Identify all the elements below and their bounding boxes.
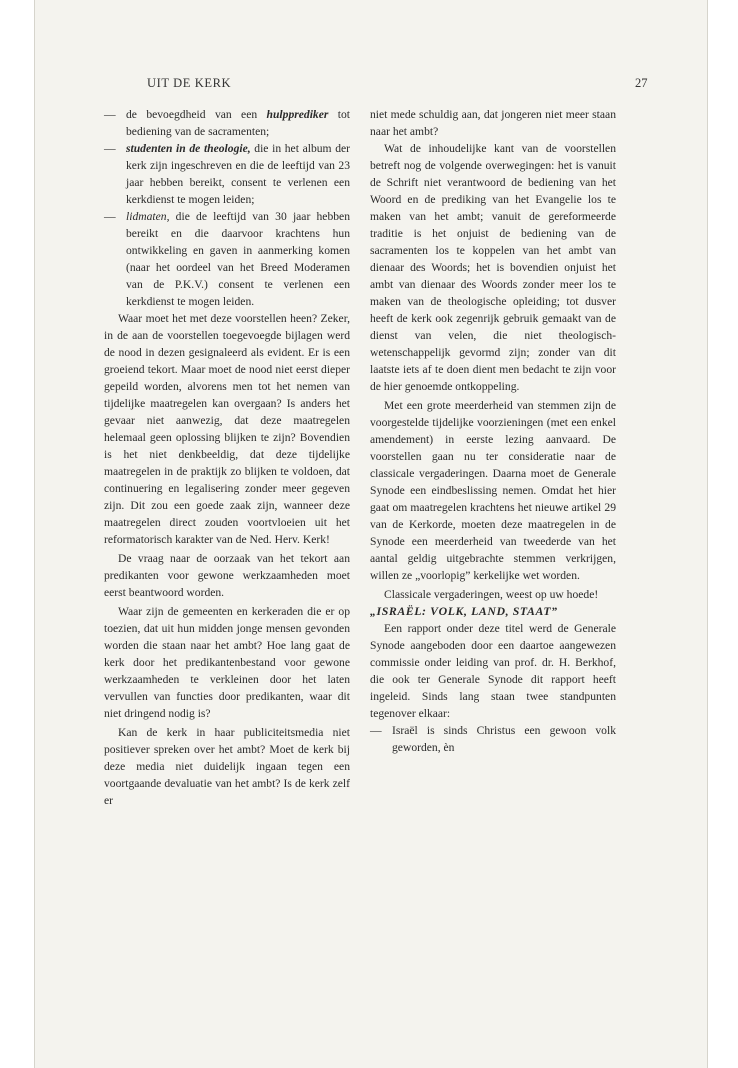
list-item: — de bevoegdheid van een hulpprediker tot bediening van de sacramenten; [104, 108, 350, 138]
list-item: — Israël is sinds Christus een gewoon volk geworden, èn [370, 724, 616, 754]
left-column [104, 106, 350, 809]
paragraph: Een rapport onder deze titel werd de Generale Synode aangeboden door een daartoe aangewezen commissie onder leiding van prof. dr. H. Berkhof, die ook ter Generale Synode dit rapport heeft ingeleid. Sinds lang staan twee standpunten tegenover elkaar: [370, 622, 616, 720]
paragraph: Waar zijn de gemeenten en kerkeraden die er op toezien, dat uit hun midden jonge mensen gevonden worden die staan naar het ambt? Hoe lang gaat de kerk door het predikantenbestand voor gewone werkzaamheden te verkleinen door het laten vervullen van functies door predikanten, waar dit niet dringend nodig is? [104, 605, 350, 720]
paragraph: niet mede schuldig aan, dat jongeren niet meer staan naar het ambt? [370, 108, 616, 138]
emphasis-text: hulpprediker [266, 108, 329, 121]
paragraph: Wat de inhoudelijke kant van de voorstellen betreft nog de volgende overwegingen: het is vanuit de Schrift niet verantwoord de bediening van het Woord en de prediking van het Evangelie los te maken van het ambt; vanuit de gereformeerde traditie is het onjuist de bediening van de sacramenten los te koppelen van het ambt van dienaar des Woords; het is bovendien onjuist het ambt van dienaar des Woords zonder meer los te maken van de theologische opleiding; tot dusver heeft de kerk ook zegenrijk gebruik gemaakt van de dienst van velen, die niet theologisch-wetenschappelijk gevormd zijn; zonder van dit laatste iets af te doen dient men bedacht te zijn voor de hier genoemde ontkoppeling. [370, 142, 616, 393]
emphasis-text: studenten in de theologie, [126, 142, 251, 155]
list-item: — lidmaten, die de leeftijd van 30 jaar hebben bereikt en die daarvoor krachtens hun ontwikkeling en gaven in aanmerking komen (naar het oordeel van het Breed Moderamen van de P.K.V.) consent te verlenen een kerkdienst te mogen leiden. [104, 210, 350, 308]
list-item: — studenten in de theologie, die in het album der kerk zijn ingeschreven en die de leeftijd van 23 jaar hebben bereikt, consent te verlenen een kerkdienst te mogen leiden; [104, 142, 351, 206]
paragraph: Met een grote meerderheid van stemmen zijn de voorgestelde tijdelijke voorzieningen (met een enkel amendement) in eerste lezing aanvaard. De voorstellen gaan nu ter consideratie naar de classicale vergaderingen. Daarna moet de Generale Synode een eindbeslissing nemen. Omdat het hier gaat om maatregelen krachtens het nieuwe artikel 29 van de Kerkorde, moeten deze maatregelen in de Synode een meerderheid van tweederde van het aantal geldig uitgebrachte stemmen verkrijgen, willen ze „voorlopig” kerkelijke wet worden. [370, 399, 616, 582]
paragraph: De vraag naar de oorzaak van het tekort aan predikanten voor gewone werkzaamheden moet eerst beantwoord worden. [104, 552, 350, 599]
paragraph: Waar moet het met deze voorstellen heen? Zeker, in de aan de voorstellen toegevoegde bijlagen werd de nood in dezen gesignaleerd als evident. Er is een groeiend tekort. Maar moet de nood niet eerst dieper gepeild worden, alvorens men tot het nemen van tijdelijke maatregelen kan overgaan? Is anders het gevaar niet aanwezig, dat deze maatregelen helemaal geen oplossing blijken te zijn? Bovendien is het niet denkbeeldig, dat deze tijdelijke maatregelen in de praktijk zo blijken te voldoen, dat continuering en legalisering zonder meer gegeven zijn. Dit zou een goede zaak zijn, wanneer deze maatregelen direct zouden voortvloeien uit het reformatorisch karakter van de Ned. Herv. Kerk! [104, 312, 350, 546]
paragraph: Classicale vergaderingen, weest op uw hoede! [384, 588, 599, 601]
emphasis-text: lidmaten, [126, 210, 170, 223]
document-page [34, 0, 708, 1068]
page-number: 27 [635, 76, 648, 90]
right-column [370, 106, 616, 756]
paragraph: Kan de kerk in haar publiciteitsmedia niet positiever spreken over het ambt? Moet de kerk bij deze media niet duidelijk ingaan tegen een voortgaande devaluatie van het ambt? Is de kerk zelf er [104, 726, 350, 807]
section-title: „ISRAËL: VOLK, LAND, STAAT” [370, 604, 558, 618]
running-header: UIT DE KERK [147, 76, 232, 90]
